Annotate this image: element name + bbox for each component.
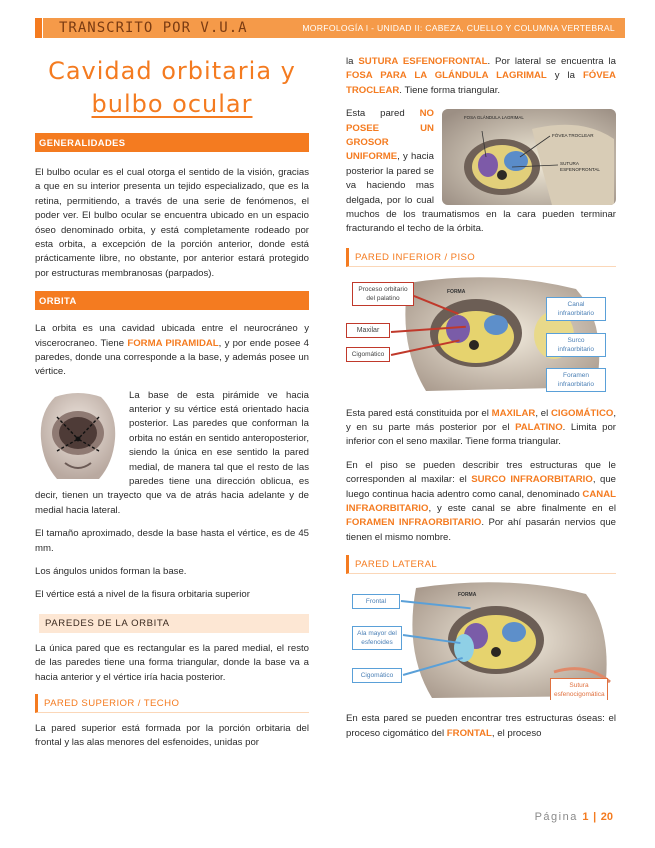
- pared-inferior-paragraph-1: Esta pared está constituida por el MAXILAR, el CIGOMÁTICO, y en su parte más posterior por el PALATINO. Limita por inferior con el seno maxilar. Tiene forma triangular.: [346, 407, 617, 448]
- label-sutura-esfenofrontal: SUTURA ESFENOFRONTAL: [560, 161, 600, 173]
- header-accent: [35, 18, 42, 38]
- header-author: TRANSCRITO POR V.U.A: [59, 20, 248, 36]
- callout-sutura-esfenocigomatica: Sutura esfenocigomática: [550, 678, 608, 700]
- callout-canal-infraorbitario: Canal infraorbitario: [546, 297, 606, 321]
- header-course: MORFOLOGÍA I - UNIDAD II: CABEZA, CUELLO Y COLUMNA VERTEBRAL: [302, 23, 615, 33]
- heading-paredes: PAREDES DE LA ORBITA: [35, 614, 309, 633]
- label-forma-inferior: FORMA: [447, 288, 466, 295]
- pared-superior-text: La pared superior está formada por la porción orbitaria del frontal y las alas menores del esfenoides, unidas por: [35, 722, 309, 749]
- heading-orbita: ORBITA: [35, 291, 309, 310]
- orbita-paragraph-1: La orbita es una cavidad ubicada entre el neurocráneo y viscerocraneo. Tiene FORMA PIRAMIDAL, y por ende posee 4 paredes, donde una corresponde a la base, y además posee un vértice.: [35, 323, 309, 378]
- callout-cigomatico-inferior: Cigomático: [346, 347, 390, 362]
- pared-superior-continuation: la SUTURA ESFENOFRONTAL. Por lateral se encuentra la FOSA PARA LA GLÁNDULA LAGRIMAL y la FÓVEA TROCLEAR. Tiene forma triangular.: [346, 56, 616, 96]
- pared-lateral-text: En esta pared se pueden encontrar tres estructuras óseas: el proceso cigomático del FRONTAL, el proceso: [346, 713, 616, 739]
- label-fosa-lagrimal: FOSA GLÁNDULA LAGRIMAL: [464, 115, 524, 121]
- page-title: [35, 55, 309, 121]
- right-column: [346, 55, 616, 741]
- heading-pared-inferior: PARED INFERIOR / PISO: [346, 248, 616, 267]
- heading-generalidades: GENERALIDADES: [35, 133, 309, 152]
- lateral-wall-figure: [346, 582, 616, 700]
- title-line-1: Cavidad orbitaria y: [48, 57, 296, 85]
- generalidades-text: El bulbo ocular es el cual otorga el sentido de la visión, gracias a que en su interior presenta un tejido especializado, que es la retina, permitiendo, a través de una serie de fenómenos, el poder ver. El bulbo ocular se encuentra ubicado en un espacio óseo denominado orbita, y está completamente rodeado por esta orbita, a excepción de la porción anterior, donde está prácticamente libre, no obstante, por anterior estará protegido por estructuras membranosas (parpados).: [35, 167, 309, 279]
- orbita-paragraph-5: El vértice está a nivel de la fisura orbitaria superior: [35, 589, 250, 601]
- pared-inferior-paragraph-2: En el piso se pueden describir tres estructuras que le corresponden al maxilar: el SURCO INFRAORBITARIO, que luego continua hacia adentro como canal, denominado CANAL INFRAORBITARIO, y este canal se abre finalmente en el FORAMEN INFRAORBITARIO. Por ahí pasarán nervios que tienen el mismo nombre.: [346, 459, 616, 543]
- footer-current-page: 1: [582, 811, 589, 823]
- grosor-block: [346, 107, 616, 237]
- footer-label: Página: [534, 811, 578, 823]
- grosor-text: Esta pared NO POSEE UN GROSOR UNIFORME, y hacia posterior la pared se va haciendo mas delgada, por lo cual muchos de los traumatismos en la cara pueden terminar fracturando el techo de la órbita.: [346, 108, 616, 235]
- orbita-pyramid-block: [35, 389, 309, 519]
- orbit-pyramid-figure: [35, 393, 121, 481]
- inferior-wall-figure: [346, 275, 616, 393]
- title-line-2: bulbo ocular: [91, 90, 253, 118]
- callout-proceso-orbitario: Proceso orbitario del palatino: [352, 282, 414, 306]
- heading-pared-lateral: PARED LATERAL: [346, 555, 616, 574]
- callout-ala-mayor: Ala mayor del esfenoides: [352, 626, 402, 650]
- callout-cigomatico-lateral: Cigomático: [352, 668, 402, 683]
- callout-maxilar: Maxilar: [346, 323, 390, 338]
- label-forma-lateral: FORMA: [458, 592, 477, 599]
- heading-pared-superior: PARED SUPERIOR / TECHO: [35, 694, 309, 713]
- label-fovea-troclear: FÓVEA TROCLEAR: [552, 133, 594, 139]
- callout-frontal: Frontal: [352, 594, 400, 609]
- page-header: [35, 14, 625, 40]
- callout-foramen-infraorbitario: Foramen infraorbitario: [546, 368, 606, 392]
- callout-surco-infraorbitario: Surco infraorbitario: [546, 333, 606, 357]
- orbita-paragraph-4: Los ángulos unidos forman la base.: [35, 565, 187, 577]
- footer-separator: |: [593, 811, 597, 823]
- paredes-text: La única pared que es rectangular es la pared medial, el resto de las paredes tiene una forma triangular, donde la base va a hacia anterior y el vértice iría hacia posterior.: [35, 642, 309, 683]
- footer-total-pages: 20: [600, 811, 613, 823]
- orbita-paragraph-3: El tamaño aproximado, desde la base hasta el vértice, es de 45 mm.: [35, 528, 309, 554]
- superior-wall-figure: [442, 109, 616, 205]
- orbita-paragraph-2: La base de esta pirámide ve hacia anterior y su vértice está orientado hacia posterior. Las paredes que conforman la orbita no están en sentido anteroposterior, siendo la única en ese sentido la pared medial, de manera tal que el resto de las paredes tiene una dirección oblicua, es decir, tienen un trayecto que va de atrás hacia adelante y de medial hacia lateral.: [35, 389, 309, 516]
- page-footer: [535, 809, 613, 826]
- left-column: [35, 55, 309, 751]
